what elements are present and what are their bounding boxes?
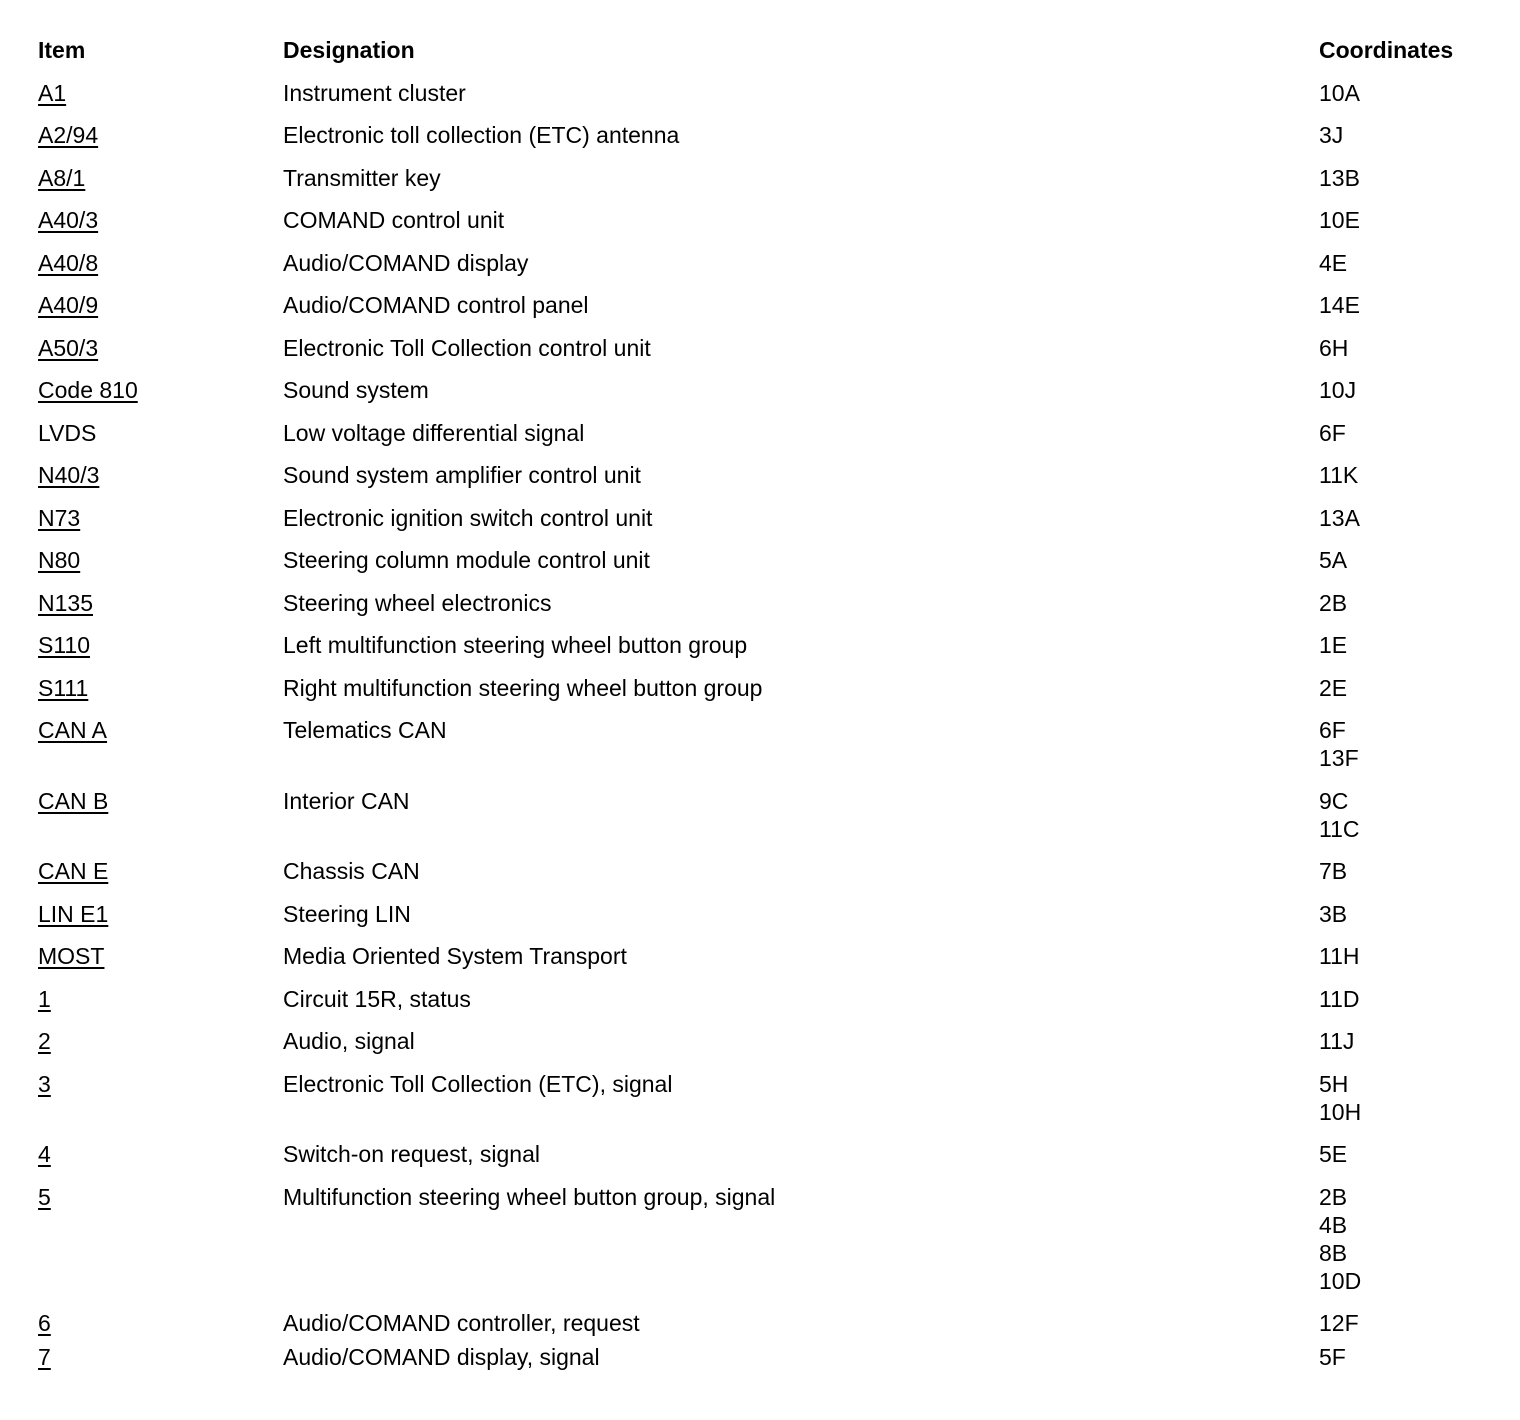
item-link[interactable]: MOST	[38, 943, 105, 969]
item-cell	[38, 589, 283, 617]
table-row	[38, 1070, 1498, 1126]
coordinate-value: 3B	[1319, 900, 1348, 927]
designation-cell: Steering wheel electronics	[283, 589, 552, 616]
designation-cell: Media Oriented System Transport	[283, 943, 627, 969]
item-cell	[38, 716, 283, 744]
header-designation: Designation	[283, 37, 415, 63]
coordinate-value: 9C	[1319, 787, 1349, 814]
item-link[interactable]: 6	[38, 1310, 51, 1336]
coordinates-cell	[1319, 121, 1498, 149]
designation-cell: Electronic toll collection (ETC) antenna	[283, 122, 680, 148]
table-row	[38, 674, 1498, 702]
item-link[interactable]: CAN E	[38, 858, 109, 884]
table-row	[38, 79, 1498, 107]
item-cell	[38, 1027, 283, 1055]
coordinate-value: 5A	[1319, 547, 1348, 573]
designation-cell: Audio, signal	[283, 1028, 415, 1054]
coordinates-cell	[1319, 504, 1498, 532]
item-cell	[38, 376, 283, 404]
coordinates-cell	[1319, 857, 1498, 885]
designation-cell: Audio/COMAND display, signal	[283, 1344, 600, 1370]
coordinates-cell	[1319, 942, 1498, 970]
item-link[interactable]: LIN E1	[38, 900, 109, 927]
table-row	[38, 589, 1498, 617]
item-label: LVDS	[38, 419, 97, 446]
table-row	[38, 787, 1498, 843]
designation-cell: Low voltage differential signal	[283, 419, 585, 446]
item-link[interactable]: S111	[38, 674, 89, 701]
table-row	[38, 1343, 1498, 1371]
coordinate-value: 11K	[1319, 462, 1359, 488]
designation-cell: Transmitter key	[283, 164, 441, 191]
coordinate-value: 11D	[1319, 985, 1360, 1012]
item-link[interactable]: 4	[38, 1141, 51, 1167]
coordinate-value: 5E	[1319, 1141, 1348, 1167]
coordinates-cell	[1319, 1309, 1498, 1337]
coordinates-cell	[1319, 419, 1498, 447]
item-cell	[38, 942, 283, 970]
item-link[interactable]: CAN B	[38, 787, 109, 814]
item-cell	[38, 985, 283, 1013]
item-cell	[38, 787, 283, 815]
coordinates-cell	[1319, 546, 1498, 574]
designation-cell: Audio/COMAND controller, request	[283, 1310, 640, 1336]
coordinate-value: 2B	[1319, 589, 1348, 616]
item-link[interactable]: 5	[38, 1183, 51, 1210]
coordinates-cell	[1319, 787, 1498, 843]
coordinates-cell	[1319, 376, 1498, 404]
coordinate-value: 6F	[1319, 717, 1346, 743]
coordinate-value: 8B	[1319, 1239, 1348, 1266]
designation-cell: Steering column module control unit	[283, 547, 650, 573]
coordinates-cell	[1319, 589, 1498, 617]
table-row	[38, 206, 1498, 234]
item-link[interactable]: A1	[38, 79, 67, 106]
coordinate-value: 4B	[1319, 1211, 1348, 1238]
coordinate-value: 11H	[1319, 943, 1360, 969]
coordinate-value: 5F	[1319, 1344, 1346, 1370]
table-row	[38, 716, 1498, 772]
item-cell	[38, 900, 283, 928]
item-cell	[38, 674, 283, 702]
table-header	[38, 36, 1498, 64]
coordinates-cell	[1319, 164, 1498, 192]
designation-cell: Chassis CAN	[283, 858, 420, 884]
table-row	[38, 461, 1498, 489]
table-row	[38, 334, 1498, 362]
item-link[interactable]: A40/9	[38, 292, 99, 318]
designation-cell: Audio/COMAND display	[283, 249, 529, 276]
designation-cell: Audio/COMAND control panel	[283, 292, 589, 318]
table-body	[38, 79, 1498, 1372]
item-link[interactable]: A40/3	[38, 207, 99, 233]
coordinates-cell	[1319, 1343, 1498, 1371]
table-row	[38, 1140, 1498, 1168]
item-cell	[38, 419, 283, 447]
coordinates-cell	[1319, 1070, 1498, 1126]
item-link[interactable]: Code 810	[38, 377, 138, 403]
coordinate-value: 2B	[1319, 1183, 1348, 1210]
coordinates-cell	[1319, 1140, 1498, 1168]
designation-cell: Sound system	[283, 377, 429, 403]
coordinates-cell	[1319, 900, 1498, 928]
designation-cell: Electronic ignition switch control unit	[283, 504, 653, 531]
table-row	[38, 942, 1498, 970]
item-cell	[38, 504, 283, 532]
table-row	[38, 900, 1498, 928]
table-row	[38, 1183, 1498, 1295]
coordinate-value: 10H	[1319, 1098, 1362, 1125]
coordinate-value: 13F	[1319, 745, 1359, 771]
coordinate-value: 10E	[1319, 207, 1360, 233]
item-cell	[38, 631, 283, 659]
designation-cell: Right multifunction steering wheel button group	[283, 674, 763, 701]
item-cell	[38, 249, 283, 277]
coordinate-value: 10A	[1319, 79, 1360, 106]
designation-cell: Multifunction steering wheel button group, signal	[283, 1183, 776, 1210]
coordinate-value: 12F	[1319, 1310, 1359, 1336]
item-link[interactable]: S110	[38, 632, 91, 658]
item-link[interactable]: 1	[38, 985, 51, 1012]
designation-cell: Circuit 15R, status	[283, 985, 471, 1012]
designation-cell: Telematics CAN	[283, 717, 447, 743]
table-row	[38, 504, 1498, 532]
coordinates-cell	[1319, 1027, 1498, 1055]
item-cell	[38, 1343, 283, 1371]
coordinate-value: 7B	[1319, 858, 1348, 884]
designation-cell: Steering LIN	[283, 900, 411, 927]
item-link[interactable]: 2	[38, 1028, 51, 1054]
item-link[interactable]: N73	[38, 504, 81, 531]
item-link[interactable]: N40/3	[38, 462, 100, 488]
item-cell	[38, 206, 283, 234]
item-cell	[38, 334, 283, 362]
coordinates-cell	[1319, 1183, 1498, 1295]
table-row	[38, 291, 1498, 319]
item-cell	[38, 857, 283, 885]
designation-cell: Left multifunction steering wheel button group	[283, 632, 748, 658]
coordinate-value: 5H	[1319, 1070, 1349, 1097]
table-row	[38, 985, 1498, 1013]
coordinate-value: 6H	[1319, 334, 1349, 361]
coordinates-cell	[1319, 291, 1498, 319]
coordinates-cell	[1319, 461, 1498, 489]
designation-cell: Sound system amplifier control unit	[283, 462, 641, 488]
coordinate-value: 10J	[1319, 377, 1357, 403]
designation-cell: Electronic Toll Collection control unit	[283, 334, 651, 361]
coordinates-cell	[1319, 334, 1498, 362]
table-row	[38, 1309, 1498, 1337]
item-link[interactable]: 3	[38, 1070, 51, 1097]
coordinates-cell	[1319, 206, 1498, 234]
table-row	[38, 419, 1498, 447]
coordinate-value: 13B	[1319, 164, 1360, 191]
header-item: Item	[38, 37, 86, 63]
table-row	[38, 631, 1498, 659]
coordinates-cell	[1319, 716, 1498, 772]
table-row	[38, 546, 1498, 574]
item-cell	[38, 164, 283, 192]
coordinate-value: 4E	[1319, 249, 1348, 276]
item-cell	[38, 461, 283, 489]
coordinate-value: 14E	[1319, 292, 1360, 318]
item-link[interactable]: A2/94	[38, 122, 99, 148]
coordinates-cell	[1319, 985, 1498, 1013]
item-link[interactable]: CAN A	[38, 717, 108, 743]
table-row	[38, 857, 1498, 885]
table-row	[38, 164, 1498, 192]
table-row	[38, 1027, 1498, 1055]
item-cell	[38, 291, 283, 319]
coordinate-value: 13A	[1319, 504, 1360, 531]
legend-table	[38, 36, 1498, 1386]
designation-cell: Instrument cluster	[283, 79, 466, 106]
designation-cell: COMAND control unit	[283, 207, 505, 233]
table-row	[38, 376, 1498, 404]
item-link[interactable]: 7	[38, 1344, 51, 1370]
item-cell	[38, 1309, 283, 1337]
table-row	[38, 121, 1498, 149]
designation-cell: Interior CAN	[283, 787, 410, 814]
coordinate-value: 3J	[1319, 122, 1344, 148]
coordinates-cell	[1319, 631, 1498, 659]
item-cell	[38, 1070, 283, 1098]
coordinate-value: 11C	[1319, 815, 1360, 842]
designation-cell: Electronic Toll Collection (ETC), signal	[283, 1070, 673, 1097]
item-link[interactable]: A50/3	[38, 334, 99, 361]
header-coordinates: Coordinates	[1319, 37, 1454, 63]
item-cell	[38, 1183, 283, 1211]
coordinate-value: 1E	[1319, 632, 1348, 658]
coordinate-value: 11J	[1319, 1028, 1355, 1054]
item-link[interactable]: A40/8	[38, 249, 99, 276]
coordinates-cell	[1319, 674, 1498, 702]
coordinate-value: 2E	[1319, 674, 1348, 701]
designation-cell: Switch-on request, signal	[283, 1141, 540, 1167]
item-cell	[38, 546, 283, 574]
item-cell	[38, 1140, 283, 1168]
coordinates-cell	[1319, 79, 1498, 107]
coordinate-value: 6F	[1319, 419, 1346, 446]
item-cell	[38, 121, 283, 149]
coordinate-value: 10D	[1319, 1267, 1362, 1294]
item-link[interactable]: N135	[38, 589, 93, 616]
item-link[interactable]: N80	[38, 547, 81, 573]
table-row	[38, 249, 1498, 277]
item-cell	[38, 79, 283, 107]
item-link[interactable]: A8/1	[38, 164, 86, 191]
coordinates-cell	[1319, 249, 1498, 277]
